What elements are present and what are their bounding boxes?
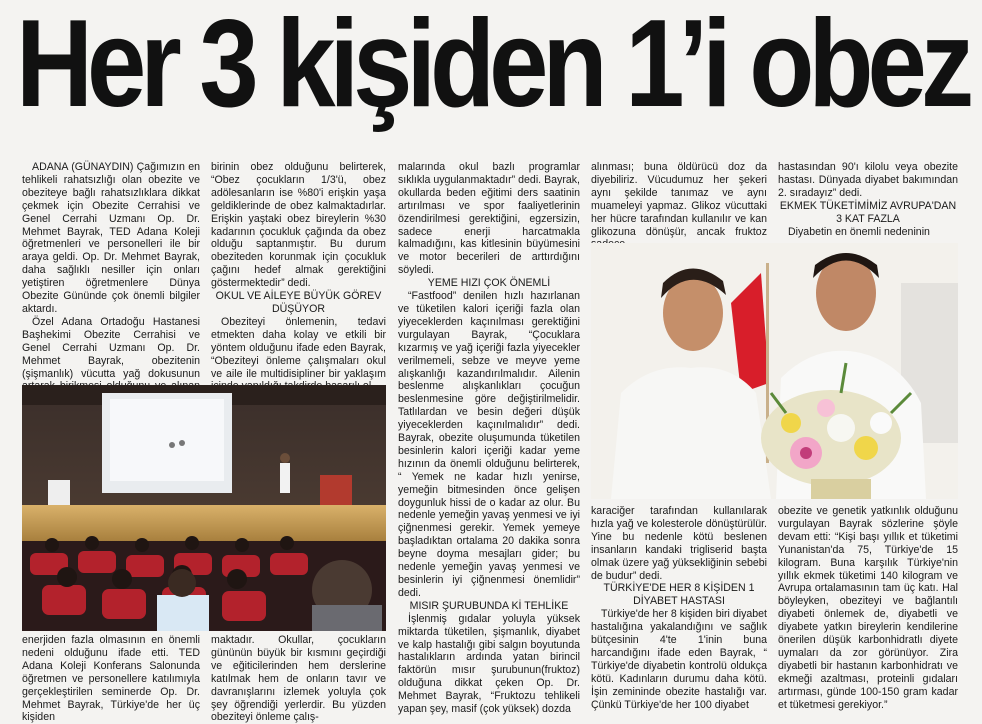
paragraph: enerjiden fazla olmasının en önemli nedeni olduğunu ifade etti. TED Adana Koleji Konferans Salonunda öğretmen ve personellere katılımıyla gerçekleştirilen seminerde Op. Dr. Mehmet Bayrak, Türkiye'de her üç kişiden <box>22 634 200 724</box>
paragraph: malarında okul bazlı programlar sıklıkla uygulanmaktadır” dedi. Bayrak, okullarda beden eğitimi ders saatinin artırılması ve spor faaliyetlerinin özendirilmesi gerektiğini, egzersizin, sadece enerji harcatmakla kalmadığını, kas kitlesinin büyümesini ve motor becerileri de arttırdığını söyledi. <box>398 161 580 277</box>
paragraph: Özel Adana Ortadoğu Hastanesi Başhekimi Obezite Cerrahisi ve Genel Cerrahi Uzmanı Op. Dr. Mehmet Bayrak, obezitenin (şişmanlık) vücutta yağ dokusunun <box>22 315 200 380</box>
paragraph: Türkiye'de her 8 kişiden biri diyabet hastalığına yakalandığını ve sağlık bütçesinin 4'te 1'inin buna harcandığını ifade eden Bayrak, “ Türkiye'de diyabetin kontrolü oldukça kötü. Kadınların durumu daha kötü. İşin zemininde obezite hastalığı var. Çünkü Türkiye'de her 100 diyabet <box>591 608 767 711</box>
paragraph: obezite ve genetik yatkınlık olduğunu vurgulayan Bayrak sözlerine şöyle devam etti: “Kişi başı yıllık et tüketimi Yunanistan'da 75, Türkiye'de 15 kilogram. Buna karşılık Türkiye'nin yıllık ekmek tüketimi 140 kilogram ve Avrupa ortalamasının tam üç katı. Hal böyleyken, obeziteyi ve bağlantılı diyabeti önlemek de, diyabetli ve diyabete yatkın bireylerin kendilerine önerilen düşük karbonhidratlı diyete uymaları da zor görünüyor. Zira diyabetli bir hastanın karbonhidratı ve ekmeği azaltması, proteinli gıdaları artırması, günde 100-150 gram kadar et tüketmesi gerekiyor.” <box>778 505 958 711</box>
paragraph: karaciğer tarafından kullanılarak hızla yağ ve kolesterole dönüştürülür. Yine bu nedenle kötü beslenen insanların kandaki trigliserid başta olmak üzere yağ yüksekliğinin sebebi de budur” dedi. <box>591 505 767 582</box>
paragraph: alınması; buna öldürücü doz da diyebiliriz. Vücudumuz her şekeri aynı şekilde tanımaz ve aynı muameleyi yapmaz. Glikoz vücuttaki her hücre tarafından kullanılır ve kan glikozuna dönüşür, ancak fruktoz <box>591 161 767 238</box>
paragraph: Obeziteyi önlemenin, tedavi etmekten daha kolay ve etkili bir yöntem olduğunu ifade eden Bayrak, “Obeziteyi önleme çalışmaları okul ve aile ile multidisipliner bir yaklaşım <box>211 315 386 380</box>
subheading: TÜRKİYE'DE HER 8 KİŞİDEN 1 DİYABET HASTASI <box>603 582 755 608</box>
column-1-bottom <box>22 634 200 724</box>
column-5-top <box>778 161 958 239</box>
column-4-top <box>591 161 767 239</box>
subheading: MISIR ŞURUBUNDA Kİ TEHLİKE <box>409 599 569 612</box>
paragraph: birinin obez olduğunu belirterek, “Obez çocukların 1/3'ü, obez adölesanların ise %80'i erişkin yaşa geldiklerinde de obez kalmaktadırlar. Erişkin yaştaki obez bireylerin %30 kadarının çocukluk çağında da obez olduğu saptanmıştır. Bu durum obeziteden korunmak için çocukluk çağını hedef almak gerektiğini göstermektedir” dedi. <box>211 161 386 290</box>
portrait-photo <box>591 243 958 499</box>
column-2-top <box>211 161 386 383</box>
column-1-top <box>22 161 200 383</box>
column-4-bottom <box>591 505 767 717</box>
paragraph: “Fastfood” denilen hızlı hazırlanan ve tüketilen kalori içeriği fazla olan yiyeceklerden kaçınılması gerektiğini vurgulayan Bayrak, “Çocuklara kızarmış ve yağ içeriği fazla yiyecekler verilmemeli, sebze ve meyve yeme alışkanlığı kazandırılmalıdır. Ailenin beslenme alışkanlıkları çocuğun beslenmesine göre değiştirilmelidir. Tatlılardan ve besin değeri düşük yiyeceklerden kaçınılmalıdır” dedi. Bayrak, obezite oluşumunda tüketilen besinlerin kalori içeriği kadar yeme hızının da önemli olduğunu belirterek, “ Yemek ne kadar hızlı yenirse, yemeğin bitmesinden önce gelişen doygunluk hissi de o kadar az olur. Bu nedenle yemeğin yavaş yenmesi ve iyi çiğnenmesi gerekir. Yemek yemeye başladıktan ortalama 20 dakika sonra beyne doyma mesajları gider; bu nedenle yemeğin yavaş yenmesi ve besinlerin iyi çiğnenmesi önemlidir” dedi. <box>398 290 580 599</box>
paragraph: hastasından 90'ı kilolu veya obezite hastası. Dünyada diyabet bakımından 2. sıradayız” dedi. <box>778 161 958 199</box>
paragraph: İşlenmiş gıdalar yoluyla yüksek miktarda tüketilen, şişmanlık, diyabet ve kalp hastalığı gibi salgın boyutunda hastalıkların ardında yatan birincil faktörün mısır şurubunun(fruktoz) olduğuna dikkat çeken Op. Dr. Mehmet Bayrak, “Fruktozu tehlikeli yapan şey, masif (çok yüksek) dozda <box>398 612 580 716</box>
paragraph: ADANA (GÜNAYDIN) Çağımızın en tehlikeli rahatsızlığı olan obezite ve obeziteye bağlı rahatsızlıklara dikkat çekmek için Obezite Cerrahisi ve Genel Cerrahi Uzmanı Op. Dr. Mehmet Bayrak, TED Adana Koleji öğretmenleri ve personelleri ile bir araya geldi. Op. Dr. Mehmet Bayrak, daha sağlıklı nesiller için onları yetiştiren öğretmenlere Dünya Obezite Gününde çok önemli bilgiler aktardı. <box>22 161 200 315</box>
column-3 <box>398 161 580 717</box>
conference-photo <box>22 385 386 631</box>
headline: Her 3 kişiden 1’i obez <box>16 0 969 133</box>
subheading: EKMEK TÜKETİMİMİZ AVRUPA'DAN 3 KAT FAZLA <box>779 199 957 225</box>
paragraph: Diyabetin en önemli nedeninin <box>788 225 930 238</box>
column-2-bottom <box>211 634 386 724</box>
subheading: OKUL VE AİLEYE BÜYÜK GÖREV DÜŞÜYOR <box>215 290 382 315</box>
paragraph: maktadır. Okullar, çocukların gününün büyük bir kısmını geçirdiği ve eğiticilerinden hem derslerine katılmak hem de onların tavır ve davranışlarını izlemek yoluyla çok şey öğrendiği yerlerdir. Bu yüzden obeziteyi önleme çalış- <box>211 634 386 724</box>
column-5-bottom <box>778 505 958 717</box>
subheading: YEME HIZI ÇOK ÖNEMLİ <box>427 277 551 290</box>
